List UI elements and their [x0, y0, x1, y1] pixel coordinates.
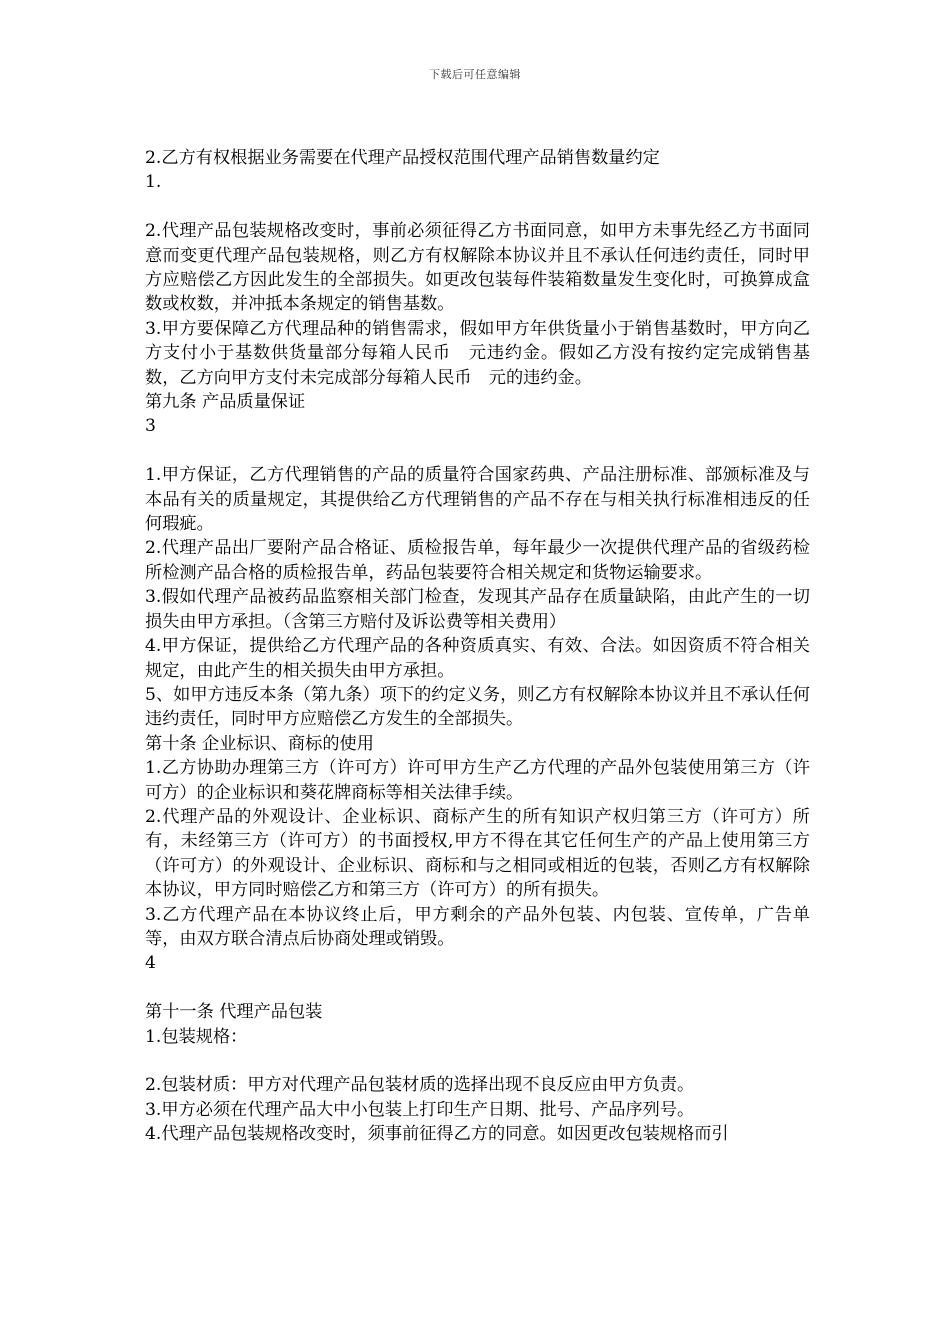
paragraph: 3.乙方代理产品在本协议终止后，甲方剩余的产品外包装、内包装、宣传单，广告单等，由双方联合清点后协商处理或销毁。 [145, 904, 810, 949]
paragraph: 3.假如代理产品被药品监察相关部门检查，发现其产品存在质量缺陷，由此产生的一切损失由甲方承担。（含第三方赔付及诉讼费等相关费用） [145, 587, 810, 632]
paragraph: 1.甲方保证，乙方代理销售的产品的质量符合国家药典、产品注册标准、部颁标准及与本品有关的质量规定，其提供给乙方代理销售的产品不存在与相关执行标准相违反的任何瑕疵。 [145, 465, 810, 535]
paragraph: 2.代理产品出厂要附产品合格证、质检报告单，每年最少一次提供代理产品的省级药检所检测产品合格的质检报告单，药品包装要符合相关规定和货物运输要求。 [145, 538, 810, 583]
blank-line [145, 439, 810, 463]
page-number: 3 [145, 416, 156, 437]
paragraph: 2.包装材质：甲方对代理产品包装材质的选择出现不良反应由甲方负责。 [145, 1075, 695, 1096]
page-number: 4 [145, 953, 156, 974]
paragraph: 2.乙方有权根据业务需要在代理产品授权范围代理产品销售数量约定 [145, 148, 660, 168]
paragraph: 4.代理产品包装规格改变时，须事前征得乙方的同意。如因更改包装规格而引 [145, 1124, 729, 1145]
paragraph: 1.乙方协助办理第三方（许可方）许可甲方生产乙方代理的产品外包装使用第三方（许可方）的企业标识和葵花牌商标等相关法律手续。 [145, 758, 810, 803]
paragraph: 1.包装规格： [145, 1026, 248, 1047]
paragraph: 1. [145, 172, 162, 193]
section-heading: 第九条 产品质量保证 [145, 392, 306, 413]
document-body [145, 146, 810, 1147]
blank-line [145, 976, 810, 1000]
blank-line [145, 195, 810, 219]
paragraph: 5、如甲方违反本条（第九条）项下的约定义务，则乙方有权解除本协议并且不承认任何违约责任，同时甲方应赔偿乙方发生的全部损失。 [145, 684, 810, 730]
blank-line [145, 1049, 810, 1073]
paragraph: 4.甲方保证，提供给乙方代理产品的各种资质真实、有效、合法。如因资质不符合相关规定，由此产生的相关损失由甲方承担。 [145, 636, 810, 681]
paragraph: 3.甲方必须在代理产品大中小包装上打印生产日期、批号、产品序列号。 [145, 1099, 695, 1120]
section-heading: 第十一条 代理产品包装 [145, 1002, 323, 1023]
paragraph: 2.代理产品包装规格改变时，事前必须征得乙方书面同意，如甲方未事先经乙方书面同意而变更代理产品包装规格，则乙方有权解除本协议并且不承认任何违约责任，同时甲方应赔偿乙方因此发生的全部损失。如更改包装每件装箱数量发生变化时，可换算成盒数或枚数，并冲抵本条规定的销售基数。 [145, 221, 810, 315]
paragraph: 2.代理产品的外观设计、企业标识、商标产生的所有知识产权归第三方（许可方）所有，未经第三方（许可方）的书面授权,甲方不得在其它任何生产的产品上使用第三方（许可方）的外观设计、企业标识、商标和与之相同或相近的包装，否则乙方有权解除本协议，甲方同时赔偿乙方和第三方（许可方）的所有损失。 [145, 806, 810, 901]
section-heading: 第十条 企业标识、商标的使用 [145, 733, 374, 754]
paragraph: 3.甲方要保障乙方代理品种的销售需求，假如甲方年供货量小于销售基数时，甲方向乙方支付小于基数供货量部分每箱人民币 元违约金。假如乙方没有按约定完成销售基数，乙方向甲方支付未完成部分每箱人民币 元的违约金。 [145, 318, 810, 388]
page-header: 下载后可任意编辑 [429, 68, 521, 81]
